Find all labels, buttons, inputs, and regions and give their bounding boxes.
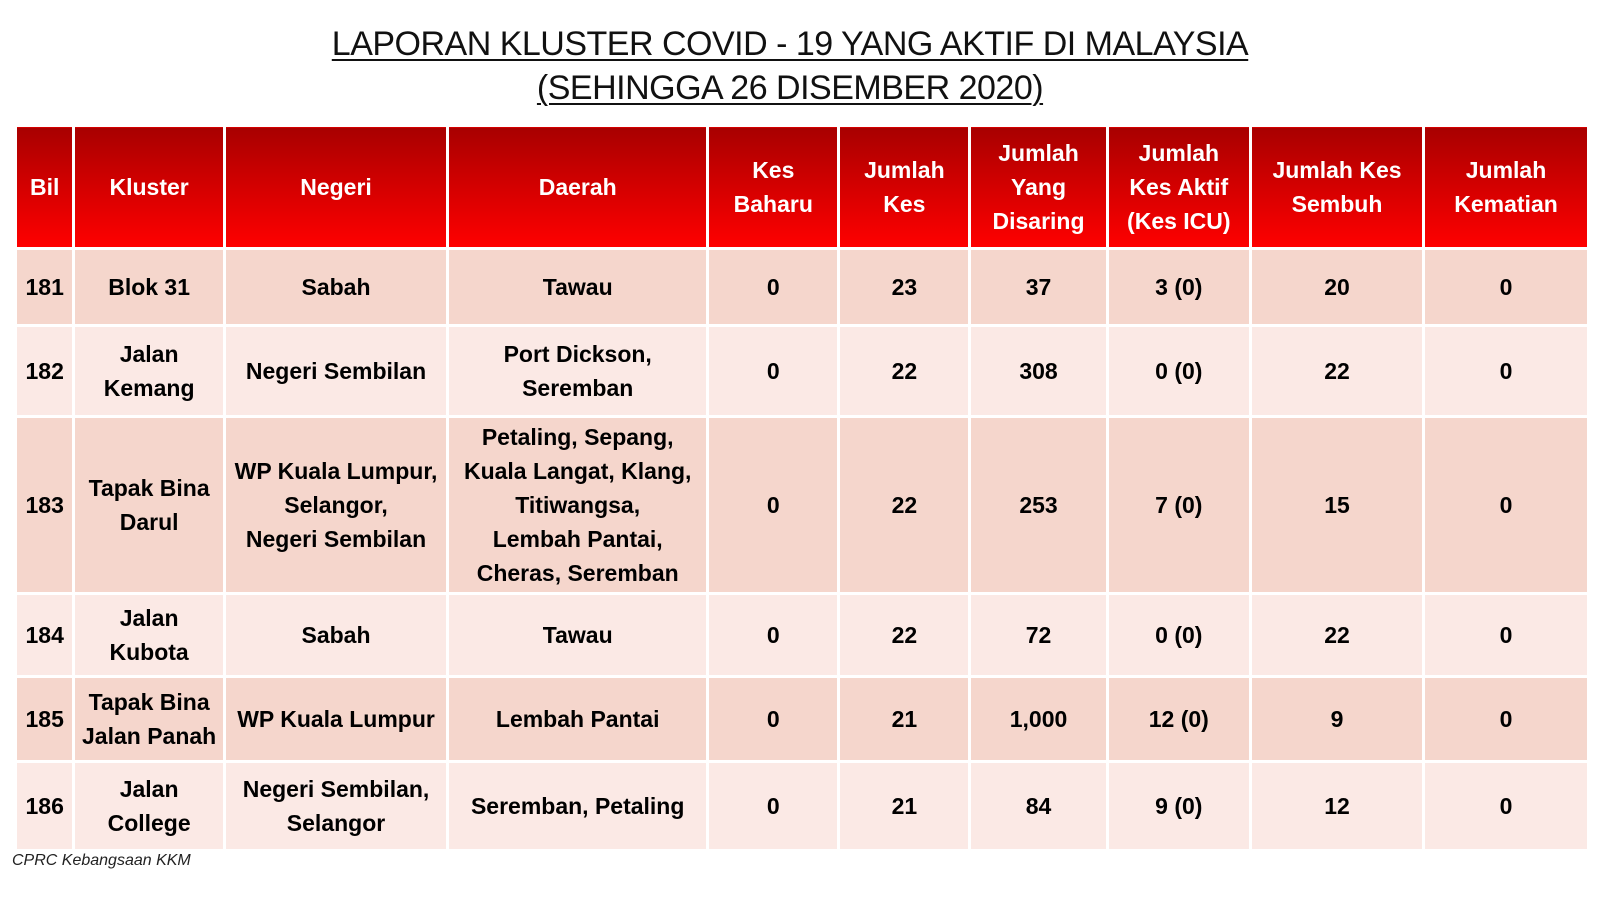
cell-kluster: Tapak Bina Darul — [74, 417, 225, 594]
cell-kluster: Jalan College — [74, 762, 225, 851]
table-row — [16, 249, 1589, 326]
header-kematian: Jumlah Kematian — [1424, 126, 1589, 249]
cell-kes-aktif: 7 (0) — [1107, 417, 1250, 594]
cell-bil: 181 — [16, 249, 74, 326]
cell-kes-aktif: 3 (0) — [1107, 249, 1250, 326]
header-jumlah-kes: Jumlah Kes — [839, 126, 970, 249]
cell-kematian: 0 — [1424, 762, 1589, 851]
header-kes-baharu: Kes Baharu — [708, 126, 839, 249]
header-bil: Bil — [16, 126, 74, 249]
header-negeri: Negeri — [224, 126, 447, 249]
cell-kes-aktif: 0 (0) — [1107, 326, 1250, 417]
cell-kes-sembuh: 15 — [1250, 417, 1423, 594]
cell-negeri: WP Kuala Lumpur — [224, 677, 447, 762]
cell-jumlah-disaring: 37 — [970, 249, 1107, 326]
cell-daerah: Tawau — [448, 594, 708, 677]
cell-jumlah-kes: 23 — [839, 249, 970, 326]
cell-kes-baharu: 0 — [708, 326, 839, 417]
header-kluster: Kluster — [74, 126, 225, 249]
cell-daerah: Seremban, Petaling — [448, 762, 708, 851]
cell-daerah: Port Dickson, Seremban — [448, 326, 708, 417]
cell-jumlah-kes: 22 — [839, 417, 970, 594]
cell-negeri: Negeri Sembilan — [224, 326, 447, 417]
cell-kes-aktif: 12 (0) — [1107, 677, 1250, 762]
cell-jumlah-disaring: 84 — [970, 762, 1107, 851]
cell-kluster: Jalan Kubota — [74, 594, 225, 677]
cell-jumlah-disaring: 253 — [970, 417, 1107, 594]
cell-kes-aktif: 9 (0) — [1107, 762, 1250, 851]
cell-kematian: 0 — [1424, 249, 1589, 326]
cell-jumlah-kes: 22 — [839, 326, 970, 417]
cell-kluster: Blok 31 — [74, 249, 225, 326]
source-footer: CPRC Kebangsaan KKM — [12, 852, 191, 869]
cell-kes-aktif: 0 (0) — [1107, 594, 1250, 677]
cell-kematian: 0 — [1424, 677, 1589, 762]
report-title — [0, 22, 1580, 110]
cell-kematian: 0 — [1424, 594, 1589, 677]
cell-kes-baharu: 0 — [708, 677, 839, 762]
cell-kluster: Tapak Bina Jalan Panah — [74, 677, 225, 762]
cell-kes-sembuh: 22 — [1250, 594, 1423, 677]
cell-kes-baharu: 0 — [708, 417, 839, 594]
cell-jumlah-kes: 22 — [839, 594, 970, 677]
header-jumlah-disaring: Jumlah Yang Disaring — [970, 126, 1107, 249]
table-header-row — [16, 126, 1589, 249]
cell-daerah: Lembah Pantai — [448, 677, 708, 762]
cell-kluster: Jalan Kemang — [74, 326, 225, 417]
cell-negeri: Sabah — [224, 249, 447, 326]
cell-negeri: WP Kuala Lumpur, Selangor, Negeri Sembilan — [224, 417, 447, 594]
table-row — [16, 326, 1589, 417]
cell-kes-sembuh: 9 — [1250, 677, 1423, 762]
cell-bil: 184 — [16, 594, 74, 677]
table-row — [16, 594, 1589, 677]
cell-kes-sembuh: 22 — [1250, 326, 1423, 417]
cluster-table — [14, 124, 1590, 852]
cell-kes-sembuh: 12 — [1250, 762, 1423, 851]
cell-bil: 183 — [16, 417, 74, 594]
cell-jumlah-kes: 21 — [839, 677, 970, 762]
cell-daerah: Tawau — [448, 249, 708, 326]
table-row — [16, 677, 1589, 762]
cell-bil: 182 — [16, 326, 74, 417]
cell-kes-baharu: 0 — [708, 249, 839, 326]
header-kes-aktif: Jumlah Kes Aktif (Kes ICU) — [1107, 126, 1250, 249]
cell-kes-baharu: 0 — [708, 594, 839, 677]
table-row — [16, 762, 1589, 851]
cell-bil: 186 — [16, 762, 74, 851]
cell-kematian: 0 — [1424, 417, 1589, 594]
cell-daerah: Petaling, Sepang, Kuala Langat, Klang, Titiwangsa, Lembah Pantai, Cheras, Seremban — [448, 417, 708, 594]
cell-bil: 185 — [16, 677, 74, 762]
cell-jumlah-kes: 21 — [839, 762, 970, 851]
cell-kes-baharu: 0 — [708, 762, 839, 851]
cell-negeri: Sabah — [224, 594, 447, 677]
cell-jumlah-disaring: 308 — [970, 326, 1107, 417]
cell-jumlah-disaring: 1,000 — [970, 677, 1107, 762]
report-title-line-2: (SEHINGGA 26 DISEMBER 2020) — [536, 69, 1044, 107]
cell-negeri: Negeri Sembilan, Selangor — [224, 762, 447, 851]
cell-kematian: 0 — [1424, 326, 1589, 417]
header-daerah: Daerah — [448, 126, 708, 249]
cell-kes-sembuh: 20 — [1250, 249, 1423, 326]
report-title-line-1: LAPORAN KLUSTER COVID - 19 YANG AKTIF DI MALAYSIA — [331, 25, 1249, 63]
cell-jumlah-disaring: 72 — [970, 594, 1107, 677]
table-row — [16, 417, 1589, 594]
header-kes-sembuh: Jumlah Kes Sembuh — [1250, 126, 1423, 249]
